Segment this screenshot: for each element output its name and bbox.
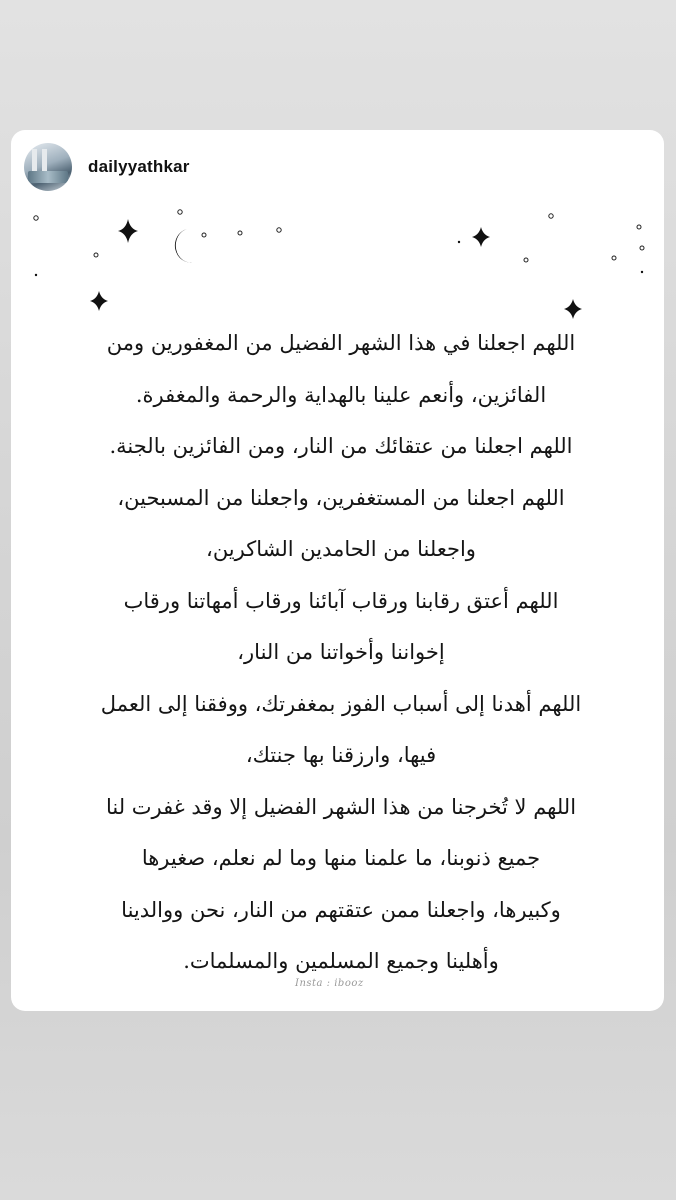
dua-line: اللهم أعتق رقابنا ورقاب آبائنا ورقاب أمهاتنا ورقاب — [123, 588, 559, 613]
dot-icon — [612, 256, 616, 260]
dua-line: وكبيرها، واجعلنا ممن عتقتهم من النار، نحن ووالدينا — [121, 897, 561, 922]
dua-line: وأهلينا وجميع المسلمين والمسلمات. — [183, 949, 499, 973]
dua-line: اللهم اجعلنا من المستغفرين، واجعلنا من المسبحين، — [117, 485, 565, 510]
dot-icon — [637, 225, 641, 229]
dot-icon — [202, 233, 206, 237]
dua-line: واجعلنا من الحامدين الشاكرين، — [206, 537, 476, 561]
dot-icon — [641, 271, 643, 273]
watermark-signature: Insta : ibooz — [295, 978, 364, 989]
dua-line: جميع ذنوبنا، ما علمنا منها وما لم نعلم، صغيرها — [141, 846, 541, 870]
story-card — [11, 130, 664, 1011]
dua-line: اللهم اجعلنا في هذا الشهر الفضيل من المغفورين ومن — [106, 331, 576, 355]
dot-icon — [524, 258, 528, 262]
dua-line: اللهم اجعلنا من عتقائك من النار، ومن الفائزين بالجنة. — [109, 434, 573, 458]
dot-icon — [458, 241, 460, 243]
dua-line: الفائزين، وأنعم علينا بالهداية والرحمة والمغفرة. — [135, 382, 547, 407]
dot-icon — [549, 214, 553, 218]
stars-decoration — [11, 130, 664, 330]
dua-line: فيها، وارزقنا بها جنتك، — [245, 743, 437, 767]
dua-text — [81, 318, 601, 988]
dua-line: اللهم لا تُخرجنا من هذا الشهر الفضيل إلا وقد غفرت لنا — [105, 794, 577, 819]
dot-icon — [34, 216, 38, 220]
dua-line: إخواننا وأخواتنا من النار، — [237, 640, 445, 664]
star-icon — [118, 219, 138, 243]
dot-icon — [35, 274, 37, 276]
dot-icon — [238, 231, 242, 235]
dot-icon — [640, 246, 644, 250]
dot-icon — [94, 253, 98, 257]
username[interactable]: dailyyathkar — [88, 157, 190, 176]
star-icon — [90, 291, 108, 311]
dua-line: اللهم أهدنا إلى أسباب الفوز بمغفرتك، ووفقنا إلى العمل — [100, 691, 582, 716]
star-icon — [472, 227, 490, 247]
dot-icon — [178, 210, 182, 214]
crescent-moon-icon — [175, 229, 194, 262]
star-icon — [564, 299, 582, 319]
dot-icon — [277, 228, 281, 232]
